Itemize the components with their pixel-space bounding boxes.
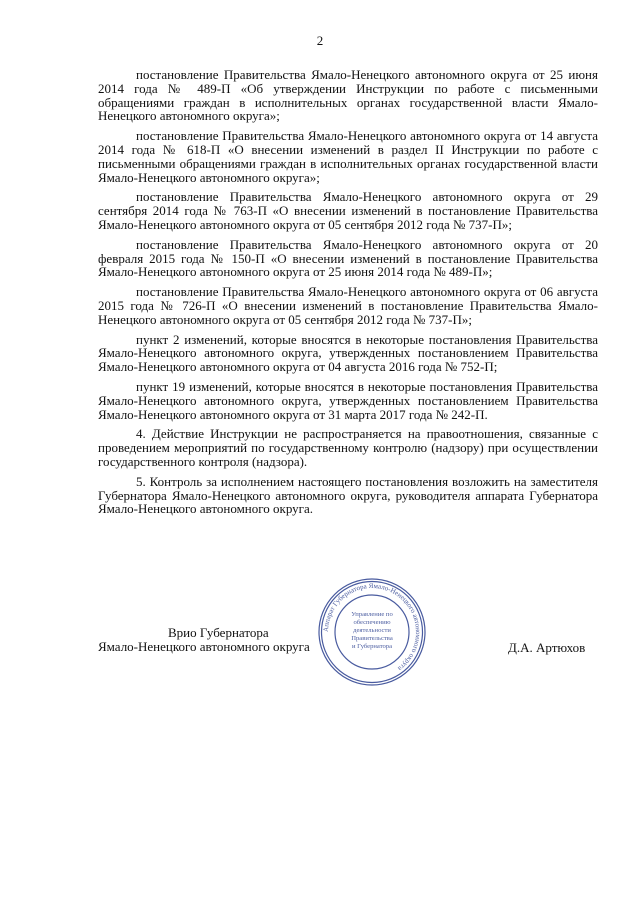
paragraph-resolution-150: постановление Правительства Ямало-Ненецкого автономного округа от 20 февраля 2015 года № 150-П «О внесении изменений в постановление Правительства Ямало-Ненецкого автономного округа от 25 июня 2014 года № 489-П»; bbox=[98, 236, 598, 280]
paragraph-item-19-changes: пункт 19 изменений, которые вносятся в некоторые постановления Правительства Ямало-Ненецкого автономного округа, утвержденных постановлением Правительства Ямало-Ненецкого автономного округа от 31 марта 2017 года № 242-П. bbox=[98, 378, 598, 422]
document-body bbox=[98, 68, 598, 522]
stamp-center-line: и Губернатора bbox=[351, 643, 393, 650]
paragraph-resolution-726: постановление Правительства Ямало-Ненецкого автономного округа от 06 августа 2015 года № 726-П «О внесении изменений в постановление Правительства Ямало-Ненецкого автономного округа от 05 сентября 2012 года № 737-П»; bbox=[98, 284, 598, 327]
paragraph-resolution-489: постановление Правительства Ямало-Ненецкого автономного округа от 25 июня 2014 года № 489-П «Об утверждении Инструкции по работе с письменными обращениями граждан в исполнительных органах государственной власти Ямало-Ненецкого автономного округа»; bbox=[98, 67, 598, 124]
paragraph-resolution-618: постановление Правительства Ямало-Ненецкого автономного округа от 14 августа 2014 года № 618-П «О внесении изменений в раздел II Инструкции по работе с письменными обращениями граждан в исполнительных органах государственной власти Ямало-Ненецкого автономного округа»; bbox=[98, 128, 598, 185]
paragraph-item-2-changes: пункт 2 изменений, которые вносятся в некоторые постановления Правительства Ямало-Ненецкого автономного округа, утвержденных постановлением Правительства Ямало-Ненецкого автономного округа от 04 августа 2016 года № 752-П; bbox=[98, 331, 598, 375]
official-stamp bbox=[316, 576, 428, 688]
stamp-center-line: обеспечению bbox=[353, 619, 391, 626]
signatory-title-line1: Врио Губернатора bbox=[168, 625, 269, 640]
stamp-ring-text: Аппарат Губернатора Ямало-Ненецкого автономного округа bbox=[321, 581, 423, 673]
paragraph-clause-4: 4. Действие Инструкции не распространяется на правоотношения, связанные с проведением мероприятий по государственному контролю (надзору) при осуществлении государственного контроля (надзора). bbox=[98, 426, 598, 469]
signatory-name: Д.А. Артюхов bbox=[508, 640, 586, 655]
signatory-title-line2: Ямало-Ненецкого автономного округа bbox=[98, 639, 310, 654]
stamp-center-line: Правительства bbox=[351, 635, 393, 642]
paragraph-clause-5: 5. Контроль за исполнением настоящего постановления возложить на заместителя Губернатора Ямало-Ненецкого автономного округа, руководителя аппарата Губернатора Ямало-Ненецкого автономного округа. bbox=[98, 473, 598, 517]
paragraph-resolution-763: постановление Правительства Ямало-Ненецкого автономного округа от 29 сентября 2014 года № 763-П «О внесении изменений в постановление Правительства Ямало-Ненецкого автономного округа от 05 сентября 2012 года № 737-П»; bbox=[98, 189, 598, 232]
signatory-title bbox=[98, 626, 318, 654]
stamp-center-line: Управление по bbox=[351, 611, 393, 618]
stamp-center-line: деятельности bbox=[353, 627, 391, 634]
page-number: 2 bbox=[316, 33, 324, 48]
